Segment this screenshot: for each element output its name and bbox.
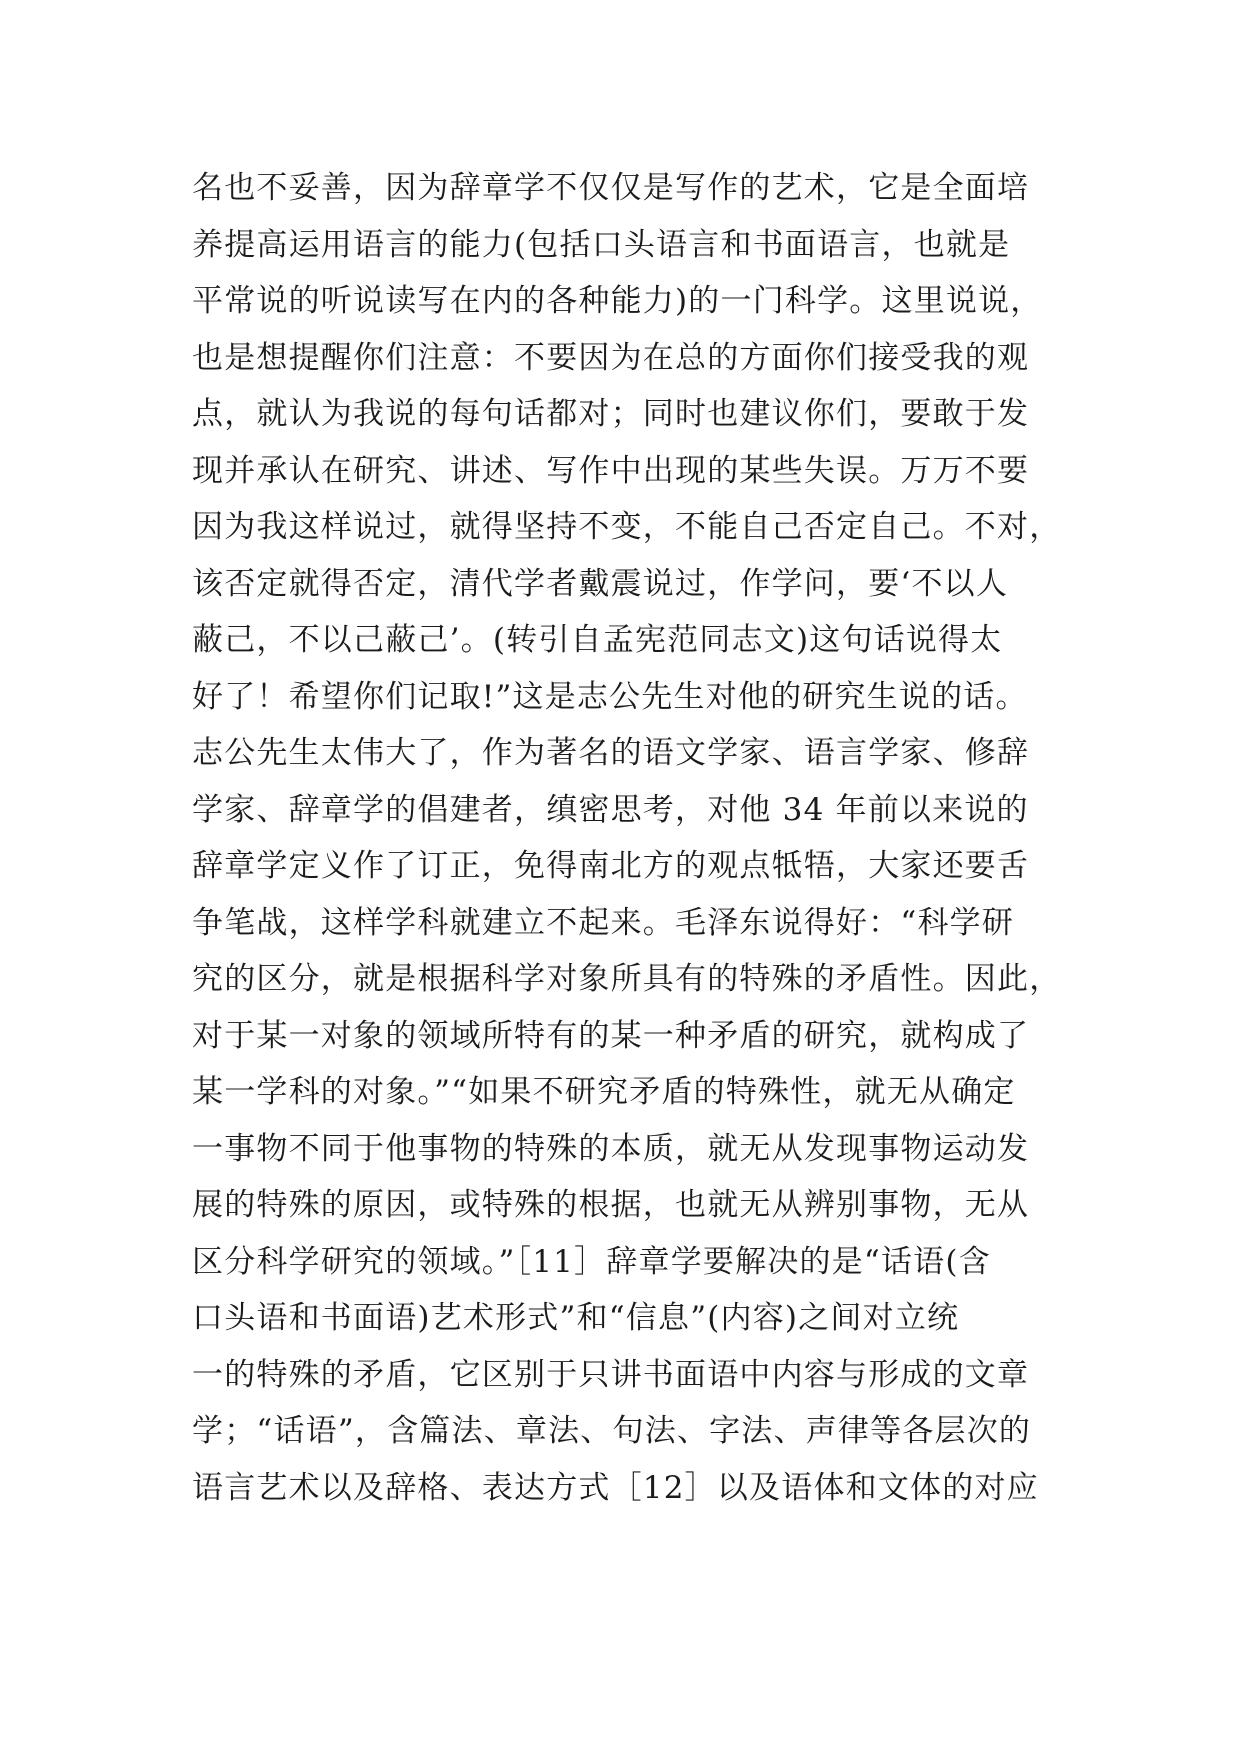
text-line: 语言艺术以及辞格、表达方式［12］以及语体和文体的对应 (192, 1469, 1039, 1506)
text-line: 养提高运用语言的能力(包括口头语言和书面语言，也就是 (192, 226, 1011, 263)
text-line: 争笔战，这样学科就建立不起来。毛泽东说得好：“科学研 (192, 904, 1015, 941)
text-line: 辞章学定义作了订正，免得南北方的观点牴牾，大家还要舌 (192, 848, 1030, 884)
text-line: 蔽己，不以己蔽己’。(转引自孟宪范同志文)这句话说得太 (192, 622, 1003, 658)
text-line: 该否定就得否定，清代学者戴震说过，作学问，要‘不以人 (192, 565, 1009, 602)
text-line: 展的特殊的原因，或特殊的根据，也就无从辨别事物，无从 (192, 1187, 1030, 1223)
text-line: 因为我这样说过，就得坚持不变，不能自己否定自己。不对， (192, 509, 1062, 545)
text-line: 区分科学研究的领域。”［11］辞章学要解决的是“话语(含 (192, 1243, 991, 1280)
text-line: 究的区分，就是根据科学对象所具有的特殊的矛盾性。因此， (192, 961, 1062, 997)
text-line: 平常说的听说读写在内的各种能力)的一门科学。这里说说， (192, 283, 1043, 319)
text-line: 一的特殊的矛盾，它区别于只讲书面语中内容与形成的文章 (192, 1356, 1030, 1393)
text-line: 口头语和书面语)艺术形式”和“信息”(内容)之间对立统 (192, 1300, 960, 1336)
text-line: 一事物不同于他事物的特殊的本质，就无从发现事物运动发 (192, 1130, 1030, 1167)
text-line: 现并承认在研究、讲述、写作中出现的某些失误。万万不要 (192, 452, 1030, 489)
text-line: 学家、辞章学的倡建者，缜密思考，对他 34 年前以来说的 (192, 791, 1029, 828)
text-line: 某一学科的对象。”“如果不研究矛盾的特殊性，就无从确定 (192, 1074, 1016, 1110)
body-text (192, 160, 1092, 1516)
text-line: 学；“话语”，含篇法、章法、句法、字法、声律等各层次的 (192, 1413, 1032, 1449)
text-line: 对于某一对象的领域所特有的某一种矛盾的研究，就构成了 (192, 1017, 1030, 1054)
text-line: 点，就认为我说的每句话都对；同时也建议你们，要敢于发 (192, 396, 1030, 432)
text-line: 志公先生太伟大了，作为著名的语文学家、语言学家、修辞 (192, 735, 1030, 771)
text-line: 好了！希望你们记取!”这是志公先生对他的研究生说的话。 (192, 678, 1028, 715)
text-line: 也是想提醒你们注意：不要因为在总的方面你们接受我的观 (192, 339, 1030, 376)
text-line: 名也不妥善，因为辞章学不仅仅是写作的艺术，它是全面培 (192, 170, 1030, 206)
